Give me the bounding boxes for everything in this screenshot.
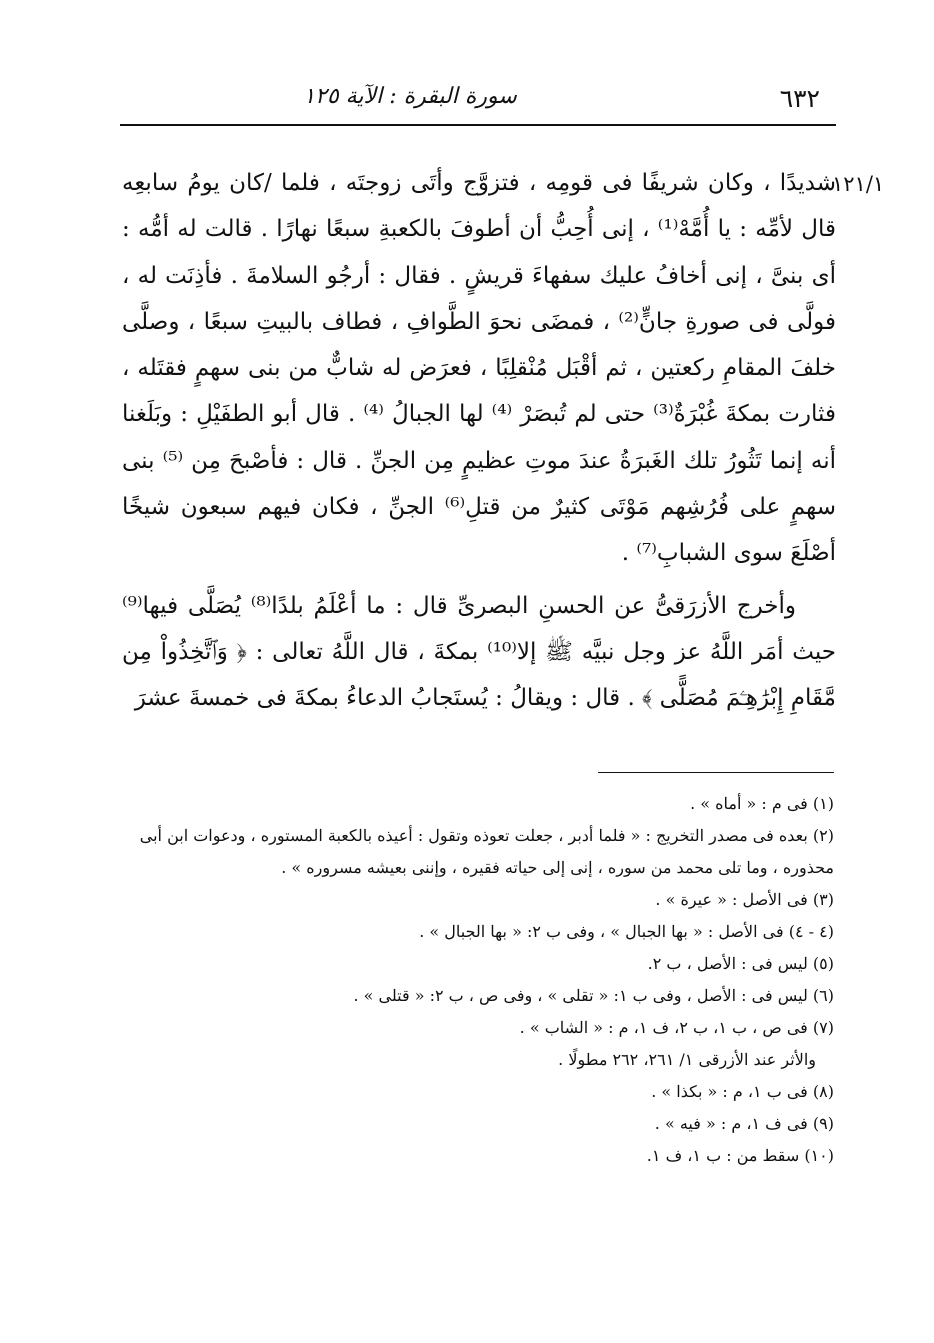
page-header [120,84,820,120]
footnote-1: (١) فى م : « أماه » . [690,794,834,813]
footnote-9: (٩) فى ف ١، م : « فيه » . [654,1114,834,1133]
paragraph-2: وأخرج الأزرَقىُّ عن الحسنِ البصرىِّ قال : ما أعْلَمُ بلدًا⁽⁸⁾ يُصَلَّى فيها⁽⁹⁾ حيث أمَر اللَّهُ عز وجل نبيَّه ﷺ إلا⁽¹⁰⁾ بمكةَ ، قال اللَّهُ تعالى : ﴿ وَٱتَّخِذُواْ مِن مَّقَامِ إِبْرَٰهِـۧمَ مُصَلًّى ﴾ . قال : ويقالُ : يُستَجابُ الدعاءُ بمكةَ فى خمسةَ عشرَ [122,592,837,712]
footnote-rule [598,772,834,773]
footnote-7-note: والأثر عند الأزرقى ١/ ٢٦١، ٢٦٢ مطولًا . [558,1050,816,1069]
footnote-3: (٣) فى الأصل : « عيرة » . [655,890,834,909]
footnote-4: (٤ - ٤) فى الأصل : « بها الجبال » ، وفى ب ٢: « بها الجبال » . [419,922,834,941]
footnote-7: (٧) فى ص ، ب ١، ب ٢، ف ١، م : « الشاب » . [519,1018,834,1037]
page-number: ٦٣٢ [779,84,820,113]
header-rule [120,124,836,126]
footnote-8: (٨) فى ب ١، م : « بكذا » . [651,1082,834,1101]
margin-reference: ١٢١/١ [832,172,885,196]
paragraph-1: شديدًا ، وكان شريفًا فى قومِه ، فتزوَّج وأتَى زوجتَه ، فلما /كان يومُ سابعِه قال لأمِّه : يا أُمَّهْ⁽¹⁾ ، إنى أُحِبُّ أن أطوفَ بالكعبةِ سبعًا نهارًا . قالت له أمُّه : أى بنىَّ ، إنى أخافُ عليك سفهاءَ قريشٍ . فقال : أرجُو السلامةَ . فأذِنَت له ، فولَّى فى صورةِ جانٍّ⁽²⁾ ، فمضَى نحوَ الطَّوافِ ، فطاف بالبيتِ سبعًا ، وصلَّى خلفَ المقامِ ركعتين ، ثم أقْبَل مُنْقلِبًا ، فعرَض له شابٌّ من بنى سهمٍ فقتَله ، فثارت بمكةَ غُبْرَةٌ⁽³⁾ حتى لم تُبصَرْ ⁽⁴⁾ لها الجبالُ ⁽⁴⁾ . قال أبو الطفَيْلِ : وبَلَغنا أنه إنما تَثُورُ تلك الغَبرَةُ عندَ موتِ عظيمٍ مِن الجنِّ . قال : فأصْبحَ مِن ⁽⁵⁾ بنى سهمٍ على فُرُشِهم مَوْتَى كثيرٌ من قتلِ⁽⁶⁾ الجنِّ ، فكان فيهم سبعون شيخًا أصْلَعَ سوى الشبابِ⁽⁷⁾ . [122,170,836,567]
main-text [122,160,836,722]
footnote-6: (٦) ليس فى : الأصل ، وفى ب ١: « تقلى » ، وفى ص ، ب ٢: « قتلى » . [353,986,834,1005]
footnote-2: (٢) بعده فى مصدر التخريج : « فلما أدبر ، جعلت تعوذه وتقول : أعيذه بالكعبة المستوره ، ودعوات ابن أبى محذوره ، وما تلى محمد من سوره ، إنى إلى حياته فقيره ، وإننى بعيشه مسروره » . [139,826,834,877]
footnotes [122,788,834,1172]
footnote-5: (٥) ليس فى : الأصل ، ب ٢. [647,954,834,973]
footnote-10: (١٠) سقط من : ب ١، ف ١. [646,1146,834,1165]
running-title: سورة البقرة : الآية ١٢٥ [303,84,517,109]
